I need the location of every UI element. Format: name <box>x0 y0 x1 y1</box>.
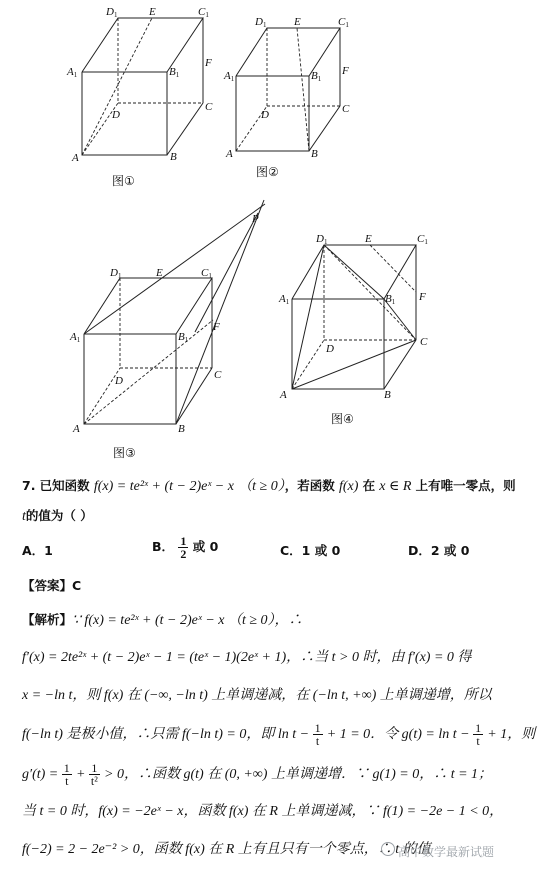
answer-label: 【答案】 <box>22 578 73 593</box>
watermark-logo-icon <box>381 842 395 856</box>
fig1-caption: 图① <box>112 174 135 188</box>
l4-frac1-den: t <box>315 734 320 748</box>
fig2-top-face <box>236 28 340 76</box>
analysis-line-1 <box>22 610 303 631</box>
option-b-denominator: 2 <box>180 547 187 561</box>
fig1-front-face <box>82 72 167 155</box>
fig2-label-b1: B1 <box>311 70 322 83</box>
analysis-l4-frac2 <box>473 722 483 747</box>
l4-frac2-num: 1 <box>475 721 482 735</box>
question-fx: f(x) <box>338 479 359 494</box>
analysis-line-7 <box>22 840 431 860</box>
fig2-label-c1: C1 <box>338 16 349 29</box>
analysis-l5b: + <box>75 767 89 782</box>
fig3-edge-bc <box>176 368 212 424</box>
option-b-numerator: 1 <box>180 534 187 548</box>
fig1-label-c: C <box>205 101 213 113</box>
analysis-l4b: + 1 = 0．令 g(t) = ln t − <box>326 727 474 742</box>
analysis-l1: ∵ f(x) = te²ˣ + (t − 2)eˣ − x （t ≥ 0），∴ <box>72 613 303 628</box>
fig1-label-a1: A1 <box>67 66 78 79</box>
fig3-label-p: P <box>252 213 259 225</box>
analysis-line-6 <box>22 802 503 822</box>
option-b-suffix: 或 0 <box>192 539 219 554</box>
question-function: f(x) = te²ˣ + (t − 2)eˣ − x <box>93 479 234 494</box>
answer-value: C <box>72 578 82 593</box>
fig4-label-e: E <box>365 233 372 245</box>
fig1-label-f: F <box>205 57 212 69</box>
fig2-front-face <box>236 76 309 151</box>
l5-frac2-num: 1 <box>89 762 100 775</box>
question-stem-b: ，若函数 <box>284 478 335 493</box>
analysis-l4c: + 1，则 <box>487 727 536 742</box>
fig4-caption: 图④ <box>331 412 354 426</box>
fig1-top-face <box>82 18 203 72</box>
fig2-caption: 图② <box>256 165 279 179</box>
analysis-label: 【解析】 <box>22 612 73 627</box>
fig4-line-d1c <box>324 245 416 340</box>
question-domain: x ∈ R <box>379 479 412 494</box>
fig3-label-a: A <box>73 423 80 435</box>
fig3-label-b1: B1 <box>178 331 189 344</box>
fig1-label-a: A <box>72 152 79 164</box>
analysis-l2: f′(x) = 2te²ˣ + (t − 2)eˣ − 1 = (teˣ − 1)(2eˣ + 1)，∴当 t > 0 时，由 f′(x) = 0 得 <box>22 650 472 665</box>
fig3-label-e: E <box>156 267 163 279</box>
l4-frac1-num: 1 <box>314 721 321 735</box>
fig2-label-c: C <box>342 103 350 115</box>
fig3-label-b: B <box>178 423 185 435</box>
analysis-l3: x = −ln t，则 f(x) 在 (−∞, −ln t) 上单调递减，在 (−ln t, +∞) 上单调递增，所以 <box>22 688 492 703</box>
question-line2-text: 的值为（ ） <box>25 508 93 523</box>
fig2-label-d1: D1 <box>255 16 267 29</box>
fig1-label-d1: D1 <box>106 6 118 19</box>
fig1-label-b: B <box>170 151 177 163</box>
fig2-line-be <box>297 28 309 151</box>
fig4-line-d1a <box>292 245 324 389</box>
fig4-label-c1: C1 <box>417 233 428 246</box>
question-stem-d: 上有唯一零点，则 <box>415 478 516 493</box>
fig2-edge-bc <box>309 106 340 151</box>
option-d: D．2 或 0 <box>408 543 470 558</box>
fig2-label-a1: A1 <box>224 70 235 83</box>
question-number: 7. <box>22 478 36 493</box>
fig3-label-d: D <box>115 375 123 387</box>
fig1-line-ae <box>82 18 152 155</box>
question-var-t: t <box>22 509 26 524</box>
fig4-label-a: A <box>280 389 287 401</box>
fig4-label-f: F <box>419 291 426 303</box>
figure-3 <box>69 200 265 460</box>
question-line-2 <box>22 506 93 527</box>
analysis-line-3 <box>22 686 492 706</box>
analysis-l5c: > 0，∴函数 g(t) 在 (0, +∞) 上单调递增．∵ g(1) = 0，∴ t = 1； <box>104 767 493 782</box>
analysis-line-5 <box>22 762 492 787</box>
option-c: C．1 或 0 <box>280 543 341 558</box>
l5-frac2-den: t² <box>90 774 98 788</box>
fig3-line-af <box>84 320 213 424</box>
fig4-line-d1b1 <box>324 245 384 299</box>
fig2-label-e: E <box>294 16 301 28</box>
fig3-line-bp <box>176 200 264 424</box>
fig1-label-b1: B1 <box>169 66 180 79</box>
figure-1 <box>66 6 213 188</box>
fig4-line-b1c <box>384 299 416 340</box>
fig2-label-b: B <box>311 148 318 160</box>
fig1-label-e: E <box>149 6 156 18</box>
fig1-label-c1: C1 <box>198 6 209 19</box>
analysis-line-2 <box>22 648 471 668</box>
fig2-label-a: A <box>226 148 233 160</box>
fig1-edge-bc <box>167 103 203 155</box>
fig3-label-f: F <box>213 321 220 333</box>
fig2-label-d: D <box>261 109 269 121</box>
question-stem-c: 在 <box>362 478 376 493</box>
fig4-line-ef <box>370 245 416 292</box>
option-b <box>152 535 218 560</box>
question-line-1 <box>22 476 516 497</box>
fig3-label-d1: D1 <box>110 267 122 280</box>
analysis-l6: 当 t = 0 时，f(x) = −2eˣ − x，函数 f(x) 在 R 上单调递减，∵ f(1) = −2e − 1 < 0， <box>22 804 504 819</box>
fig4-label-c: C <box>420 336 428 348</box>
option-a: A．1 <box>22 543 53 558</box>
fig3-label-c1: C1 <box>201 267 212 280</box>
figure-4 <box>278 233 428 426</box>
question-condition: （t ≥ 0） <box>238 479 285 494</box>
l5-frac1-num: 1 <box>63 761 70 775</box>
watermark-text: 高中数学最新试题 <box>398 845 495 859</box>
fig4-line-ac <box>292 340 416 389</box>
analysis-l4a: f(−ln t) 是极小值，∴只需 f(−ln t) = 0，即 ln t − <box>22 727 313 742</box>
fig3-top-face <box>84 278 212 334</box>
analysis-l4-frac1 <box>313 722 323 747</box>
option-b-fraction <box>178 535 188 560</box>
fig4-edge-bc <box>384 340 416 389</box>
fig3-label-c: C <box>214 369 222 381</box>
fig4-label-d: D <box>326 343 334 355</box>
option-b-prefix: B． <box>152 539 175 554</box>
fig4-edge-ad <box>292 340 324 389</box>
fig4-front-face <box>292 299 384 389</box>
fig2-label-f: F <box>342 65 349 77</box>
analysis-line-4 <box>22 722 535 747</box>
fig3-label-a1: A1 <box>70 331 81 344</box>
analysis-l5-frac2 <box>89 762 100 787</box>
analysis-l5-frac1 <box>62 762 72 787</box>
analysis-l7: f(−2) = 2 − 2e⁻² > 0，函数 f(x) 在 R 上有且只有一个零点，∴ t 的值 <box>22 842 431 857</box>
answer-line <box>22 576 81 597</box>
fig3-front-face <box>84 334 176 424</box>
fig4-label-b: B <box>384 389 391 401</box>
l5-frac1-den: t <box>65 774 69 788</box>
fig4-label-a1: A1 <box>279 293 290 306</box>
l4-frac2-den: t <box>476 734 480 748</box>
analysis-l5a: g′(t) = <box>22 767 62 782</box>
question-stem-a: 已知函数 <box>39 478 90 493</box>
fig4-label-b1: B1 <box>385 293 396 306</box>
fig1-label-d: D <box>112 109 120 121</box>
figure-2 <box>223 16 350 179</box>
fig4-label-d1: D1 <box>316 233 328 246</box>
fig3-caption: 图③ <box>113 446 136 460</box>
